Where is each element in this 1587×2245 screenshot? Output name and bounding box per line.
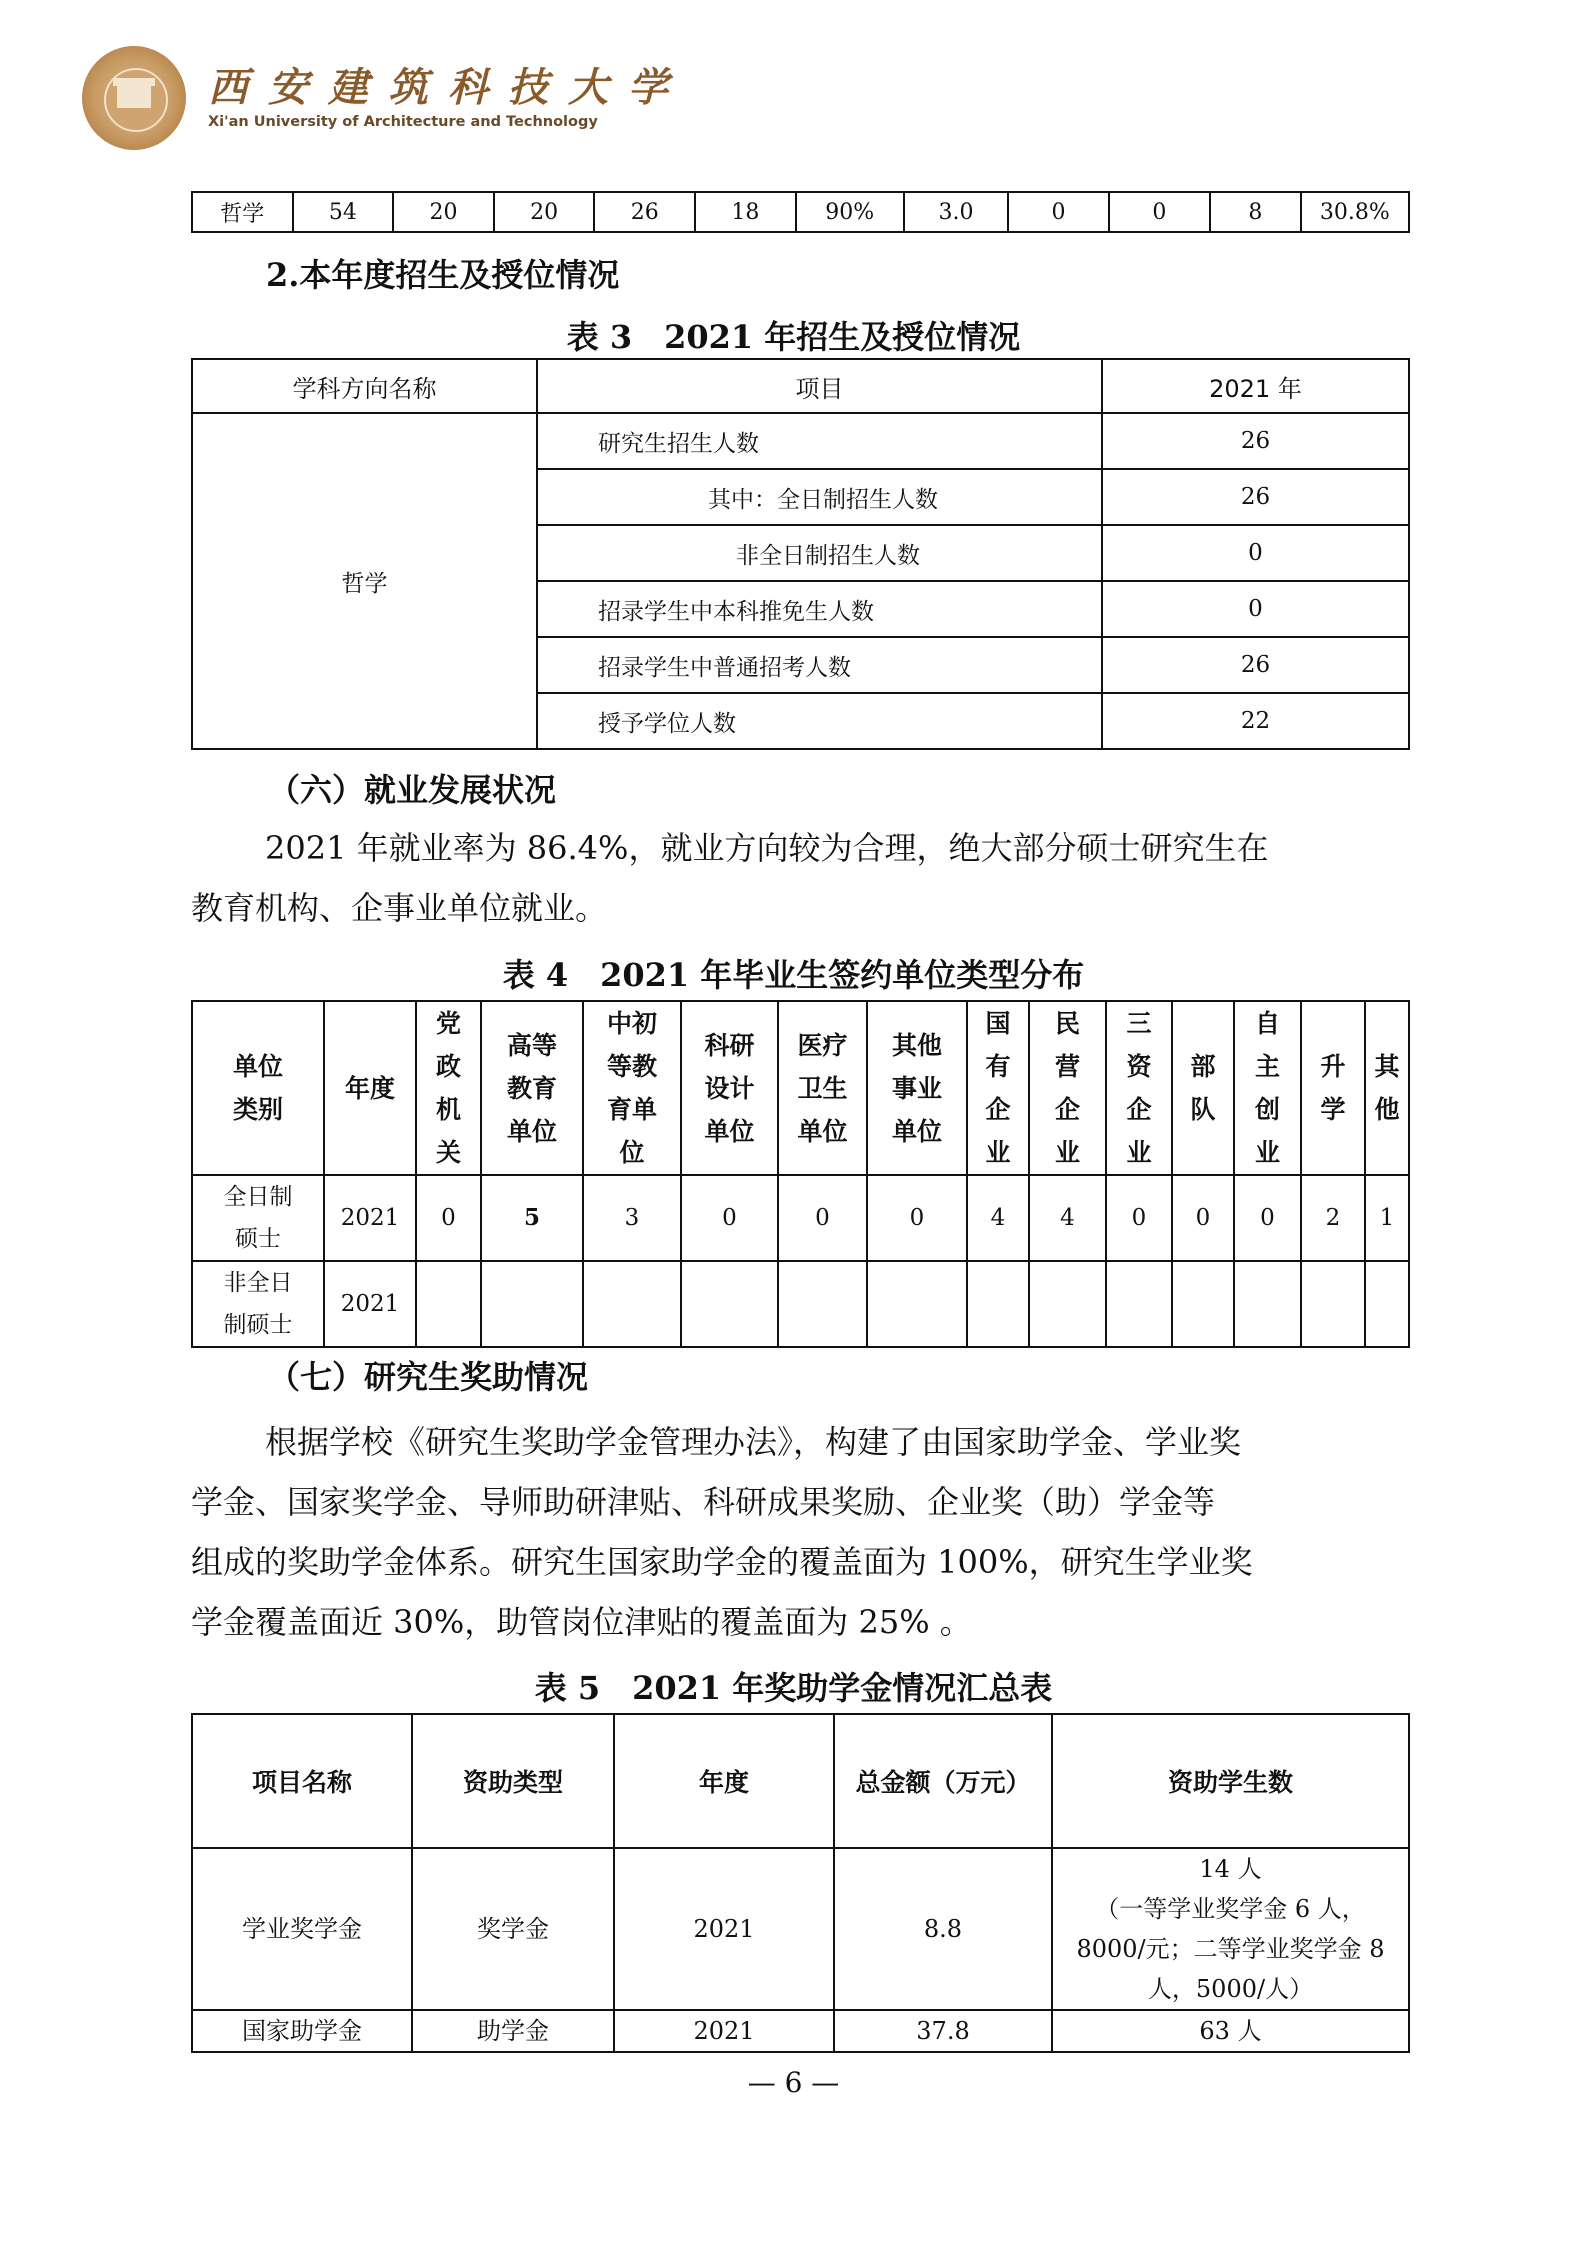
table-cell: 奖学金 xyxy=(412,1848,614,2010)
table-cell: 26 xyxy=(1102,637,1409,693)
paragraph-line: 组成的奖助学金体系。研究生国家助学金的覆盖面为 100%，研究生学业奖 xyxy=(191,1543,1253,1581)
table-cell: 3.0 xyxy=(904,192,1009,232)
table-cell: 授予学位人数 xyxy=(537,693,1102,749)
paragraph-line: 学金、国家奖学金、导师助研津贴、科研成果奖励、企业奖（助）学金等 xyxy=(191,1483,1216,1521)
table-cell: 国家助学金 xyxy=(192,2010,412,2052)
table-cell: 0 xyxy=(1234,1175,1301,1261)
table-header-cell: 资助类型 xyxy=(412,1714,614,1848)
table-header-cell: 民 营 企 业 xyxy=(1029,1001,1106,1175)
table-cell: 助学金 xyxy=(412,2010,614,2052)
university-name-en: Xi'an University of Architecture and Technology xyxy=(208,114,598,130)
table-cell: 22 xyxy=(1102,693,1409,749)
employment-paragraph xyxy=(191,818,1411,938)
table-cell: 0 xyxy=(778,1175,867,1261)
table2-tail xyxy=(191,191,1410,233)
table-header-row xyxy=(192,1714,1409,1848)
table-cell: 3 xyxy=(583,1175,681,1261)
table-cell: 0 xyxy=(416,1175,481,1261)
table4-caption: 表 4 2021 年毕业生签约单位类型分布 xyxy=(502,956,1085,994)
table-header-cell: 科研 设计 单位 xyxy=(681,1001,778,1175)
table-cell xyxy=(867,1261,967,1347)
table-row xyxy=(192,1848,1409,2010)
table-cell: 2021 xyxy=(614,2010,834,2052)
table-header-cell: 学科方向名称 xyxy=(192,359,537,413)
table-cell xyxy=(1172,1261,1234,1347)
table-cell: 非全日制招生人数 xyxy=(537,525,1102,581)
university-seal-logo xyxy=(82,46,186,150)
table-cell xyxy=(1029,1261,1106,1347)
table-cell: 4 xyxy=(967,1175,1029,1261)
table-cell xyxy=(681,1261,778,1347)
section-heading-enrollment: 2.本年度招生及授位情况 xyxy=(266,256,620,294)
students-cell: 14 人 （一等学业奖学金 6 人， 8000/元；二等学业奖学金 8 人，5000/人） xyxy=(1052,1848,1409,2010)
table5-scholarship-summary xyxy=(191,1713,1410,2053)
table-cell: 18 xyxy=(695,192,796,232)
table-cell: 2021 xyxy=(324,1261,416,1347)
table-row xyxy=(192,1261,1409,1347)
table4-employment-distribution xyxy=(191,1000,1410,1348)
table-header-cell: 医疗 卫生 单位 xyxy=(778,1001,867,1175)
paragraph-line: 根据学校《研究生奖助学金管理办法》，构建了由国家助学金、学业奖 xyxy=(265,1423,1242,1461)
table-cell: 26 xyxy=(1102,413,1409,469)
table-cell: 0 xyxy=(681,1175,778,1261)
table-header-cell: 年度 xyxy=(614,1714,834,1848)
table-cell xyxy=(1301,1261,1365,1347)
table-cell: 26 xyxy=(594,192,695,232)
table5-caption: 表 5 2021 年奖助学金情况汇总表 xyxy=(534,1669,1053,1707)
university-name-cn: 西安建筑科技大学 xyxy=(208,64,688,111)
table-row xyxy=(192,2010,1409,2052)
table-cell: 其中：全日制招生人数 xyxy=(537,469,1102,525)
row-label-cell: 非全日 制硕士 xyxy=(192,1261,324,1347)
table-cell: 招录学生中普通招考人数 xyxy=(537,637,1102,693)
table-header-cell: 项目 xyxy=(537,359,1102,413)
table-cell: 20 xyxy=(393,192,494,232)
table-cell xyxy=(778,1261,867,1347)
table-cell: 90% xyxy=(796,192,904,232)
table-header-cell: 年度 xyxy=(324,1001,416,1175)
table-header-cell: 三 资 企 业 xyxy=(1106,1001,1172,1175)
table-cell: 20 xyxy=(494,192,595,232)
table-cell xyxy=(967,1261,1029,1347)
table-header-row xyxy=(192,1001,1409,1175)
table-cell: 30.8% xyxy=(1301,192,1409,232)
paragraph-line: 教育机构、企事业单位就业。 xyxy=(191,889,608,927)
table-header-cell: 党 政 机 关 xyxy=(416,1001,481,1175)
table-header-cell: 其他 事业 单位 xyxy=(867,1001,967,1175)
table-cell: 5 xyxy=(481,1175,583,1261)
table-cell: 26 xyxy=(1102,469,1409,525)
table-cell: 招录学生中本科推免生人数 xyxy=(537,581,1102,637)
table-cell: 54 xyxy=(293,192,394,232)
discipline-cell: 哲学 xyxy=(192,413,537,749)
section-heading-scholarship: （七）研究生奖助情况 xyxy=(268,1358,589,1396)
table-cell xyxy=(1234,1261,1301,1347)
table-header-cell: 总金额（万元） xyxy=(834,1714,1052,1848)
table-cell: 0 xyxy=(1102,581,1409,637)
table-header-cell: 资助学生数 xyxy=(1052,1714,1409,1848)
table3-enrollment xyxy=(191,358,1410,750)
table3-caption: 表 3 2021 年招生及授位情况 xyxy=(566,318,1021,356)
table-cell xyxy=(1106,1261,1172,1347)
row-label-cell: 全日制 硕士 xyxy=(192,1175,324,1261)
table-header-cell: 升 学 xyxy=(1301,1001,1365,1175)
table-cell: 8.8 xyxy=(834,1848,1052,2010)
table-cell: 0 xyxy=(1106,1175,1172,1261)
table-row xyxy=(192,413,1409,469)
table-header-cell: 部 队 xyxy=(1172,1001,1234,1175)
table-cell: 学业奖学金 xyxy=(192,1848,412,2010)
table-cell xyxy=(583,1261,681,1347)
table-header-cell: 自 主 创 业 xyxy=(1234,1001,1301,1175)
table-header-cell: 2021 年 xyxy=(1102,359,1409,413)
table-header-cell: 高等 教育 单位 xyxy=(481,1001,583,1175)
table-row xyxy=(192,192,1409,232)
table-header-cell: 其 他 xyxy=(1365,1001,1409,1175)
table-cell: 0 xyxy=(1102,525,1409,581)
table-cell xyxy=(416,1261,481,1347)
table-cell: 2 xyxy=(1301,1175,1365,1261)
table-cell: 0 xyxy=(867,1175,967,1261)
table-header-cell: 单位 类别 xyxy=(192,1001,324,1175)
section-heading-employment: （六）就业发展状况 xyxy=(268,771,557,809)
table-cell: 8 xyxy=(1210,192,1301,232)
table-cell: 37.8 xyxy=(834,2010,1052,2052)
table-cell: 0 xyxy=(1109,192,1210,232)
table-cell: 0 xyxy=(1008,192,1108,232)
table-cell: 0 xyxy=(1172,1175,1234,1261)
table-cell: 研究生招生人数 xyxy=(537,413,1102,469)
scholarship-paragraph xyxy=(191,1412,1411,1652)
page-number: — 6 — xyxy=(747,2066,840,2099)
table-cell: 1 xyxy=(1365,1175,1409,1261)
paragraph-line: 学金覆盖面近 30%，助管岗位津贴的覆盖面为 25% 。 xyxy=(191,1603,972,1641)
students-cell: 63 人 xyxy=(1052,2010,1409,2052)
table-cell: 哲学 xyxy=(192,192,293,232)
paragraph-line: 2021 年就业率为 86.4%，就业方向较为合理，绝大部分硕士研究生在 xyxy=(265,829,1269,867)
table-header-cell: 中初 等教 育单 位 xyxy=(583,1001,681,1175)
table-cell xyxy=(1365,1261,1409,1347)
table-header-cell: 项目名称 xyxy=(192,1714,412,1848)
table-cell xyxy=(481,1261,583,1347)
table-row xyxy=(192,1175,1409,1261)
table-cell: 2021 xyxy=(324,1175,416,1261)
table-cell: 2021 xyxy=(614,1848,834,2010)
table-header-row xyxy=(192,359,1409,413)
table-cell: 4 xyxy=(1029,1175,1106,1261)
table-header-cell: 国 有 企 业 xyxy=(967,1001,1029,1175)
